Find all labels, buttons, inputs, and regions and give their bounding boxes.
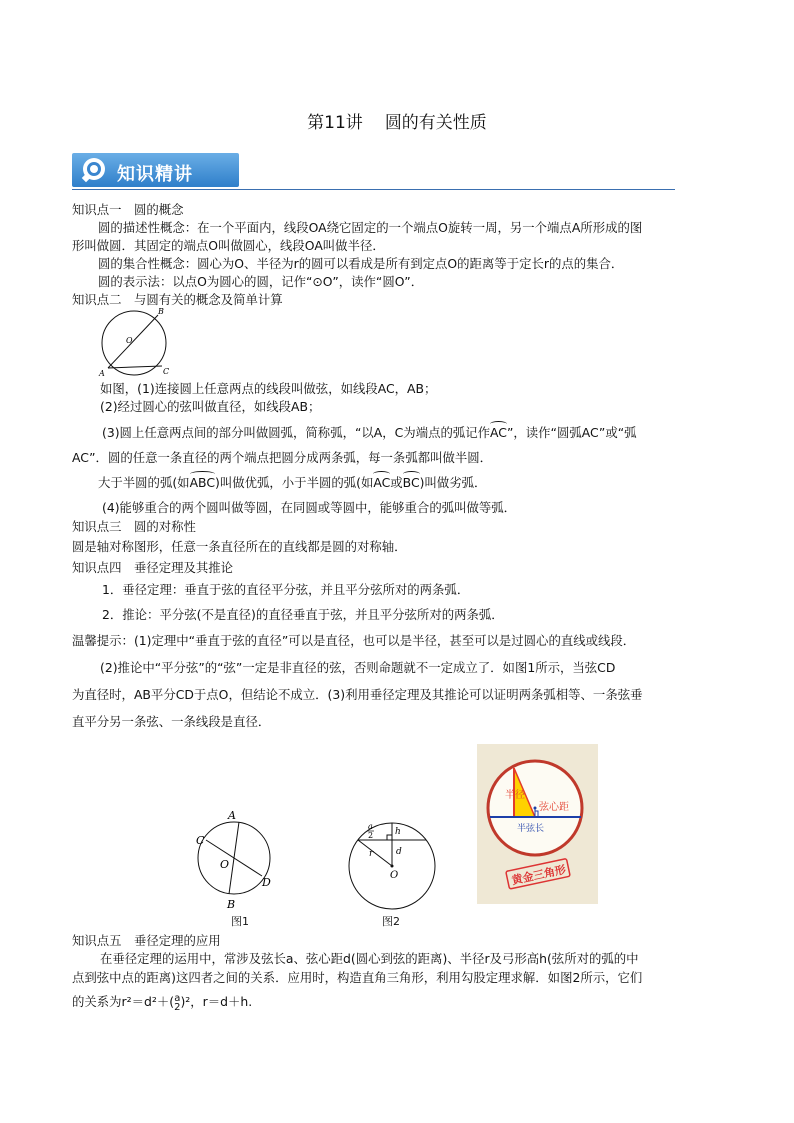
section4-line4: (2)推论中“平分弦”的“弦”一定是非直径的弦，否则命题就不一定成立了．如图1所示，当弦CD xyxy=(100,660,616,675)
circle-chord-figure xyxy=(96,306,176,378)
lecture-topic: 圆的有关性质 xyxy=(384,113,487,133)
fig1-label-c: C xyxy=(196,834,205,847)
fig-label-c: C xyxy=(163,367,170,376)
photo-half-radius: 半径 xyxy=(505,790,525,801)
fig2-label-a: a xyxy=(368,822,373,831)
fraction-numerator: a xyxy=(174,992,181,1004)
magnifier-icon xyxy=(80,156,110,184)
arc-notation: ABC xyxy=(189,475,215,490)
text-run: 或 xyxy=(390,475,403,490)
fig1-label-d: D xyxy=(262,876,271,889)
figure1-caption: 图1 xyxy=(231,915,249,928)
fig2-label-d: d xyxy=(396,847,402,857)
section4-line3: 温馨提示：(1)定理中“垂直于弦的直径”可以是直径，也可以是半径，甚至可以是过圆心的直线或线段． xyxy=(72,633,636,648)
section1-line4: 圆的表示法：以点O为圆心的圆，记作“⊙O”，读作“圆O”． xyxy=(98,274,424,289)
figure2-caption: 图2 xyxy=(382,915,400,928)
section3-line1: 圆是轴对称图形，任意一条直径所在的直线都是圆的对称轴． xyxy=(72,539,407,554)
golden-triangle-illustration xyxy=(477,744,598,904)
banner-divider xyxy=(72,189,675,190)
fig2-label-r: r xyxy=(369,849,374,859)
figure2 xyxy=(346,818,438,914)
figure1 xyxy=(190,808,280,912)
text-run: 大于半圆的弧(如 xyxy=(98,475,190,490)
section2-line5 xyxy=(98,474,486,492)
section4-title: 知识点四 垂径定理及其推论 xyxy=(72,560,234,575)
fig-label-o: O xyxy=(126,336,133,345)
fraction-denominator: 2 xyxy=(174,1001,181,1013)
banner-label: 知识精讲 xyxy=(117,164,193,185)
section5-line2: 点到弦中点的距离)这四者之间的关系．应用时，构造直角三角形，利用勾股定理求解．如图2所示，它们 xyxy=(72,970,643,985)
arc-notation: AC xyxy=(373,475,391,490)
section2-line1: 如图，(1)连接圆上任意两点的线段叫做弦，如线段AC，AB； xyxy=(100,381,437,396)
photo-chord-distance: 弦心距 xyxy=(539,802,569,813)
section5-line3 xyxy=(72,993,252,1012)
fig1-label-o: O xyxy=(220,858,230,871)
fig-label-a: A xyxy=(99,369,105,378)
section5-title: 知识点五 垂径定理的应用 xyxy=(72,933,221,948)
text-run: ”，读作“圆弧AC”或“弧 xyxy=(506,425,637,440)
section1-title: 知识点一 圆的概念 xyxy=(72,202,184,217)
lecture-number: 第11讲 xyxy=(307,113,363,133)
text-run: )叫做劣弧． xyxy=(419,475,487,490)
section5-line1: 在垂径定理的运用中，常涉及弦长a、弦心距d(圆心到弦的距离)、半径r及弓形高h(弦所对的弧的中 xyxy=(100,951,639,966)
page-title xyxy=(0,108,794,133)
text-run: )叫做优弧，小于半圆的弧(如 xyxy=(215,475,374,490)
fig2-label-o: O xyxy=(390,870,399,881)
section4-line5: 为直径时，AB平分CD于点O，但结论不成立．(3)利用垂径定理及其推论可以证明两条弧相等、一条弦垂 xyxy=(72,687,643,702)
photo-half-chord: 半弦长 xyxy=(517,824,545,834)
section2-title: 知识点二 与圆有关的概念及简单计算 xyxy=(72,292,283,307)
fig1-label-a: A xyxy=(228,809,236,822)
text-run: (3)圆上任意两点间的部分叫做圆弧，简称弧，“以A，C为端点的弧记作 xyxy=(102,425,491,440)
fig2-label-h: h xyxy=(395,827,401,837)
fig-label-b: B xyxy=(158,307,164,316)
section1-line3: 圆的集合性概念：圆心为O、半径为r的圆可以看成是所有到定点O的距离等于定长r的点的集合． xyxy=(98,256,624,271)
fig1-label-b: B xyxy=(227,898,236,911)
section4-line1: 1．垂径定理：垂直于弦的直径平分弦，并且平分弦所对的两条弧． xyxy=(102,582,470,597)
section4-line6: 直平分另一条弦、一条线段是直径． xyxy=(72,714,271,729)
section2-line4: AC”．圆的任意一条直径的两个端点把圆分成两条弧，每一条弧都叫做半圆． xyxy=(72,450,493,465)
section2-line6: (4)能够重合的两个圆叫做等圆，在同圆或等圆中，能够重合的弧叫做等弧． xyxy=(102,500,517,515)
text-run: )²，r＝d＋h. xyxy=(180,994,253,1009)
section1-line2: 形叫做圆．其固定的端点O叫做圆心，线段OA叫做半径． xyxy=(72,238,385,253)
fig2-label-two: 2 xyxy=(368,831,374,840)
photo-stamp: 黄金三角形 xyxy=(510,863,568,888)
section4-line2: 2．推论：平分弦(不是直径)的直径垂直于弦，并且平分弦所对的两条弧． xyxy=(102,607,504,622)
section3-title: 知识点三 圆的对称性 xyxy=(72,519,196,534)
text-run: 的关系为r²＝d²＋( xyxy=(72,994,175,1009)
arc-notation: BC xyxy=(402,475,420,490)
section1-line1: 圆的描述性概念：在一个平面内，线段OA绕它固定的一个端点O旋转一周，另一个端点A所形成的图 xyxy=(98,220,643,235)
section2-line2: (2)经过圆心的弦叫做直径，如线段AB； xyxy=(100,399,321,414)
arc-notation: AC xyxy=(490,425,507,440)
section2-line3 xyxy=(102,424,637,442)
